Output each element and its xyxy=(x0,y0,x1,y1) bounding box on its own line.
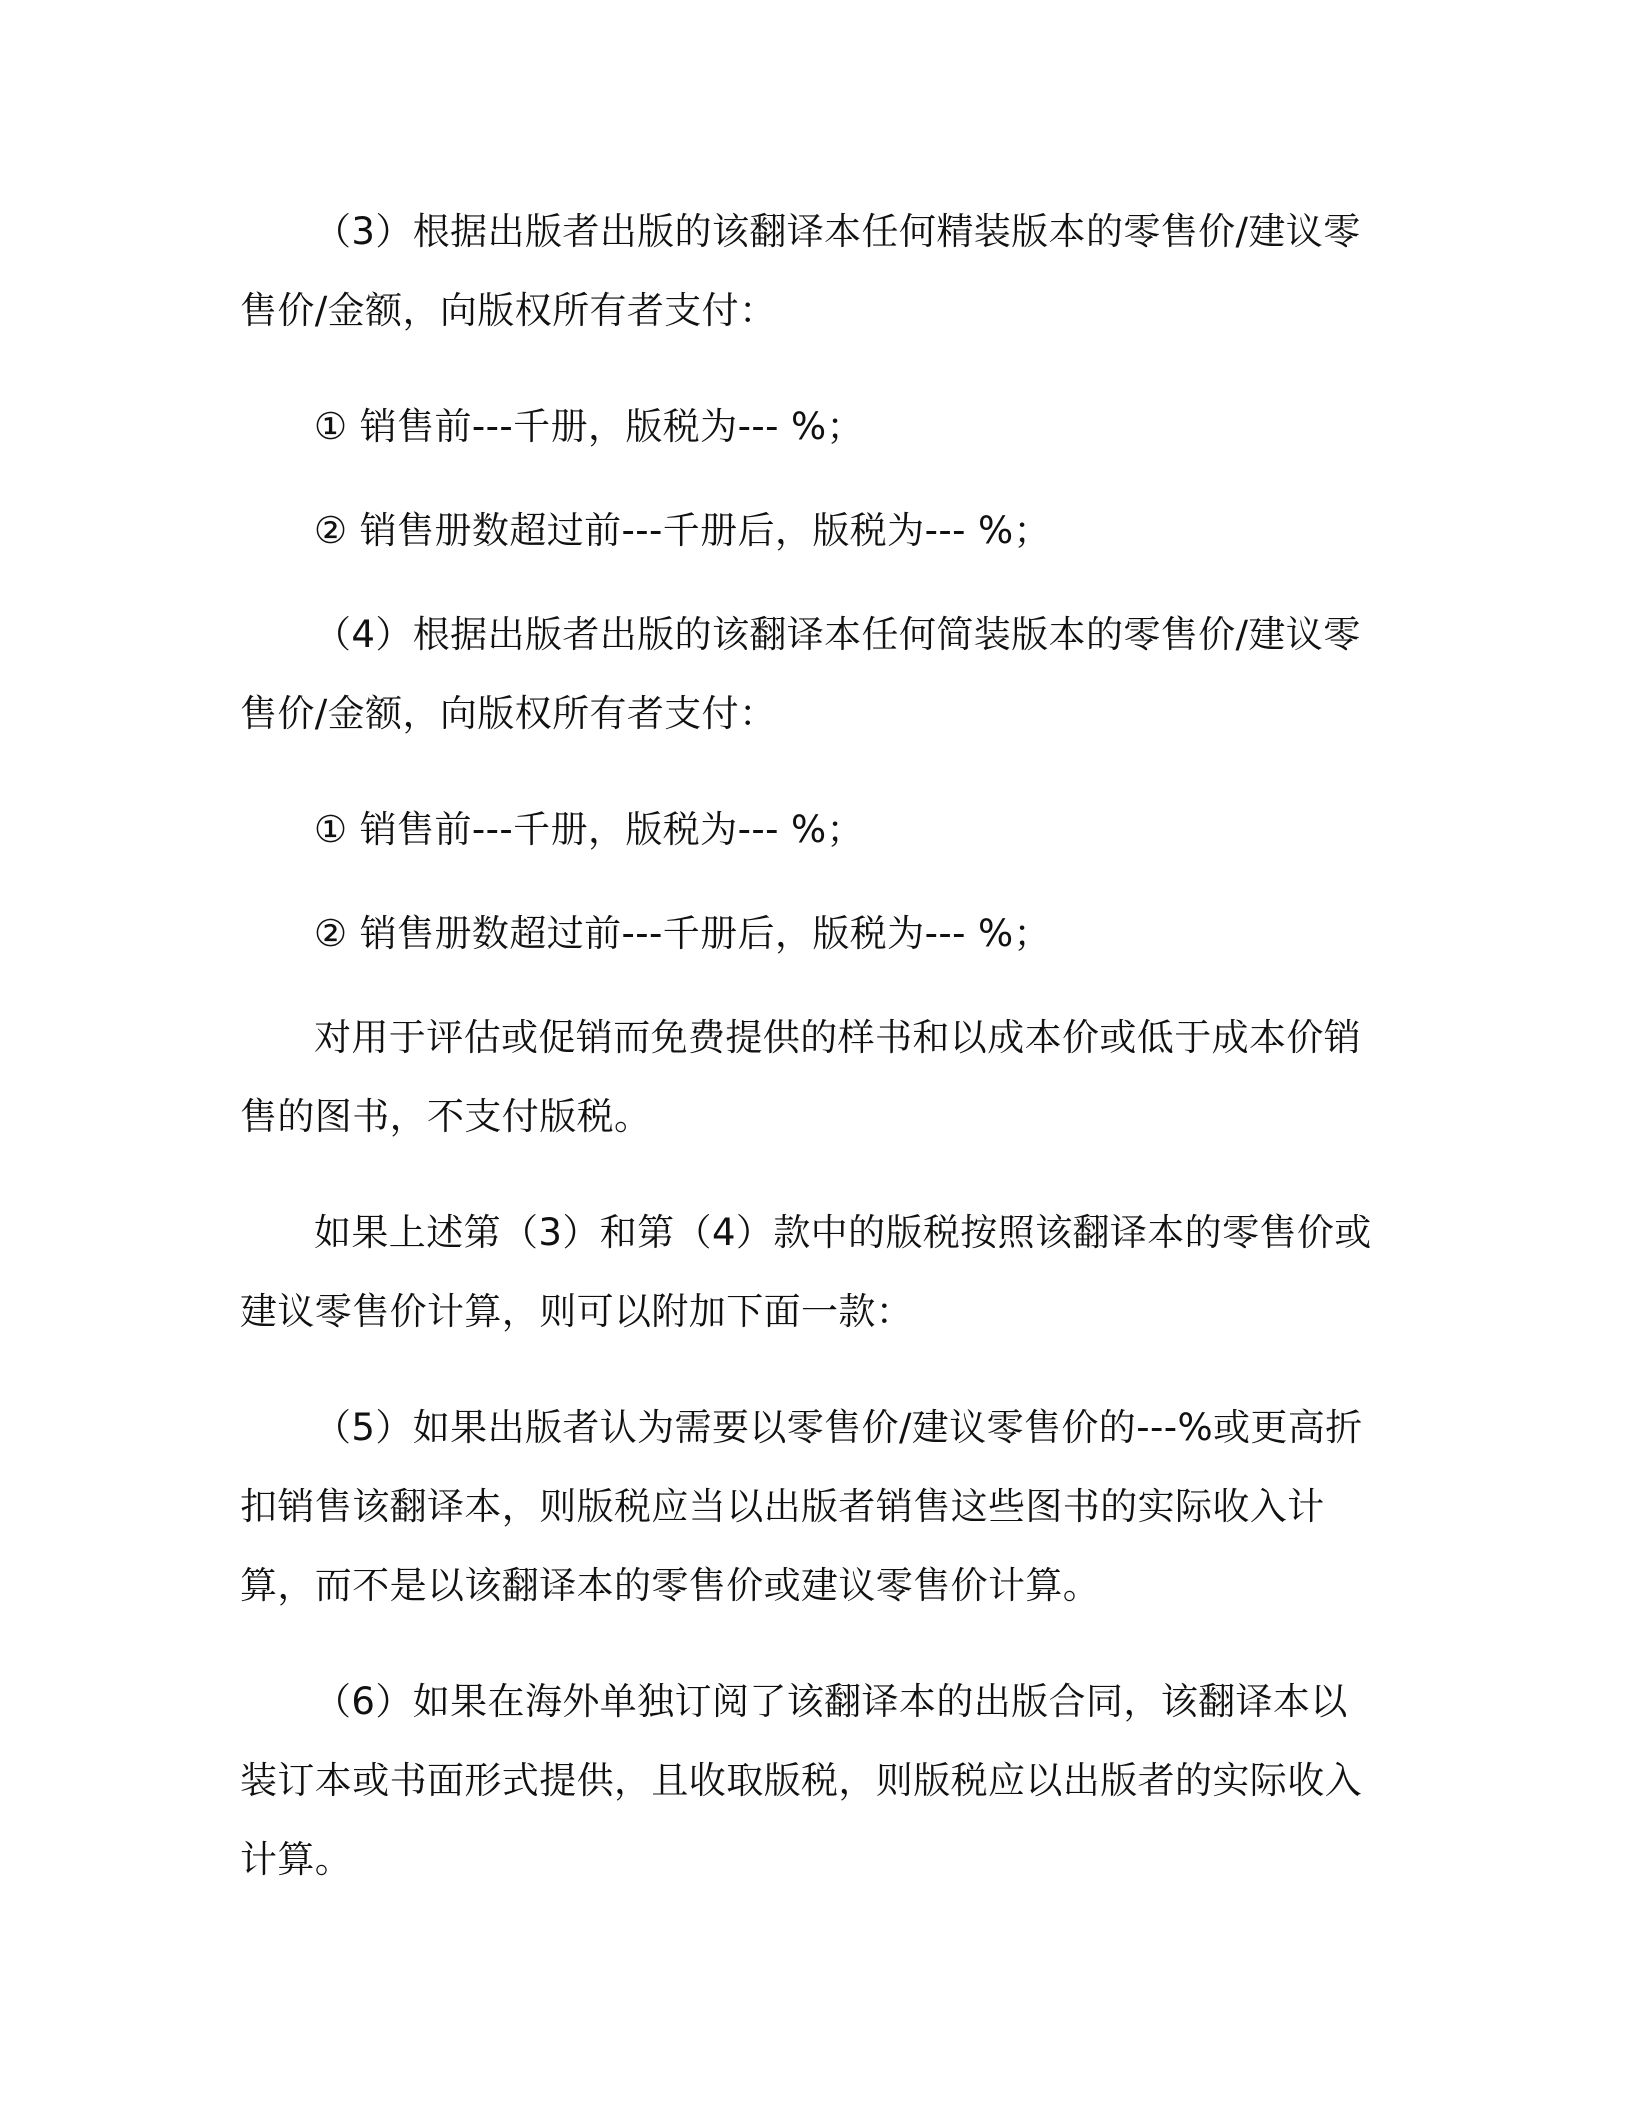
spacer xyxy=(240,1156,1375,1193)
clause-3-item-2: ② 销售册数超过前---千册后，版税为--- %； xyxy=(314,509,1051,552)
spacer xyxy=(240,350,1375,387)
clause-4-item-2: ② 销售册数超过前---千册后，版税为--- %； xyxy=(314,912,1051,955)
spacer xyxy=(240,570,1375,595)
clause-5-paragraph: （5）如果出版者认为需要以零售价/建议零售价的---%或更高折扣销售该翻译本，则版税应当以出版者销售这些图书的实际收入计算，而不是以该翻译本的零售价或建议零售价计算。 xyxy=(240,1406,1363,1607)
spacer xyxy=(240,869,1375,894)
clause-4-paragraph: （4）根据出版者出版的该翻译本任何简装版本的零售价/建议零售价/金额，向版权所有者支付： xyxy=(240,613,1361,735)
spacer xyxy=(240,753,1375,790)
spacer xyxy=(240,1625,1375,1662)
document-body xyxy=(240,192,1375,1899)
clause-6-paragraph: （6）如果在海外单独订阅了该翻译本的出版合同，该翻译本以装订本或书面形式提供，且收取版税，则版税应以出版者的实际收入计算。 xyxy=(240,1680,1362,1881)
clause-3-paragraph: （3）根据出版者出版的该翻译本任何精装版本的零售价/建议零售价/金额，向版权所有者支付： xyxy=(240,210,1361,332)
spacer xyxy=(240,466,1375,491)
spacer xyxy=(240,973,1375,998)
sample-copies-paragraph: 对用于评估或促销而免费提供的样书和以成本价或低于成本价销售的图书，不支付版税。 xyxy=(240,1016,1362,1138)
spacer xyxy=(240,1351,1375,1388)
clause-4-item-1: ① 销售前---千册，版税为--- %； xyxy=(314,808,864,851)
additional-clause-paragraph: 如果上述第（3）和第（4）款中的版税按照该翻译本的零售价或建议零售价计算，则可以附加下面一款： xyxy=(240,1211,1372,1333)
clause-3-item-1: ① 销售前---千册，版税为--- %； xyxy=(314,405,864,448)
